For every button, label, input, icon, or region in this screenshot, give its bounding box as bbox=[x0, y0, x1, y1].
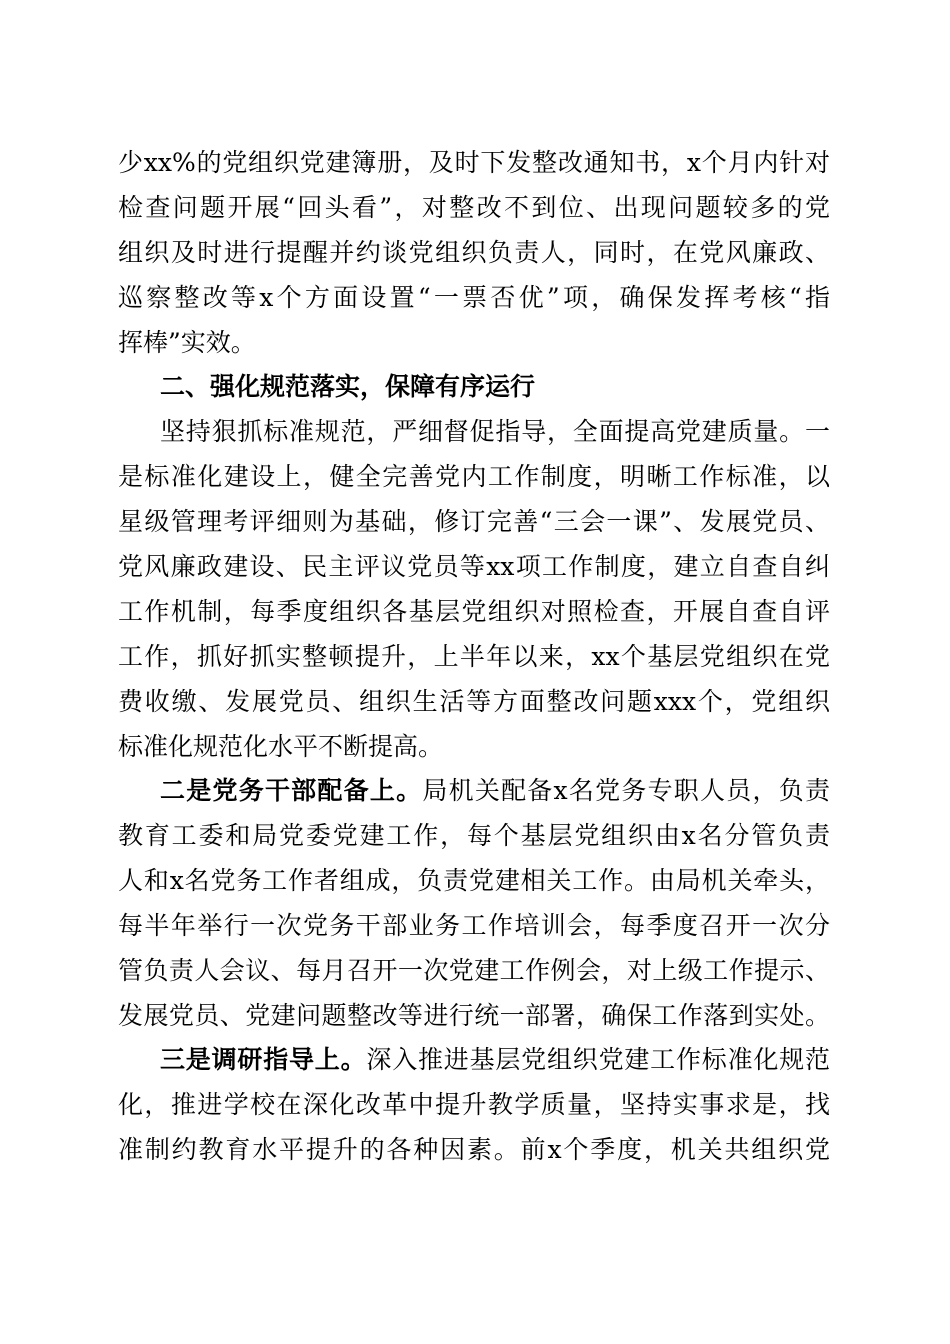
text-line: 人和x名党务工作者组成，负责党建相关工作。由局机关牵头， bbox=[118, 866, 830, 895]
text-line: 巡察整改等x个方面设置“一票否优”项，确保发挥考核“指 bbox=[118, 283, 830, 312]
text-line: 工作机制，每季度组织各基层党组织对照检查，开展自查自评 bbox=[118, 597, 830, 626]
text-line: 检查问题开展“回头看”，对整改不到位、出现问题较多的党 bbox=[118, 193, 830, 222]
text-line: 是标准化建设上，健全完善党内工作制度，明晰工作标准，以 bbox=[118, 462, 830, 491]
text-line: 坚持狠抓标准规范，严细督促指导，全面提高党建质量。一 bbox=[160, 417, 830, 446]
section-heading: 二、强化规范落实，保障有序运行 bbox=[160, 372, 536, 401]
text-line bbox=[160, 1037, 830, 1083]
text-line: 准制约教育水平提升的各种因素。前x个季度，机关共组织党 bbox=[118, 1135, 830, 1164]
text-line: 费收缴、发展党员、组织生活等方面整改问题xxx个，党组织 bbox=[118, 687, 830, 716]
text-line: 化，推进学校在深化改革中提升教学质量，坚持实事求是，找 bbox=[118, 1090, 830, 1119]
paragraph-lead: 三是调研指导上。 bbox=[160, 1045, 367, 1074]
text-line: 每半年举行一次党务干部业务工作培训会，每季度召开一次分 bbox=[118, 911, 830, 940]
text-line bbox=[160, 768, 830, 814]
text-line: 少xx%的党组织党建簿册，及时下发整改通知书，x个月内针对 bbox=[118, 148, 830, 177]
text-line: 教育工委和局党委党建工作，每个基层党组织由x名分管负责 bbox=[118, 821, 830, 850]
text-line: 发展党员、党建问题整改等进行统一部署，确保工作落到实处。 bbox=[118, 1001, 830, 1030]
text-line: 星级管理考评细则为基础，修订完善“三会一课”、发展党员、 bbox=[118, 507, 830, 536]
text-line: 挥棒”实效。 bbox=[118, 328, 256, 357]
text-line: 管负责人会议、每月召开一次党建工作例会，对上级工作提示、 bbox=[118, 956, 830, 985]
text-line: 党风廉政建设、民主评议党员等xx项工作制度，建立自查自纠 bbox=[118, 552, 830, 581]
paragraph-lead: 二是党务干部配备上。 bbox=[160, 776, 423, 805]
paragraph-text: 深入推进基层党组织党建工作标准化规范 bbox=[366, 1045, 830, 1074]
text-line: 标准化规范化水平不断提高。 bbox=[118, 732, 444, 761]
text-line: 组织及时进行提醒并约谈党组织负责人，同时，在党风廉政、 bbox=[118, 238, 830, 267]
text-line: 工作，抓好抓实整顿提升，上半年以来，xx个基层党组织在党 bbox=[118, 642, 830, 671]
paragraph-text: 局机关配备x名党务专职人员，负责 bbox=[422, 776, 830, 805]
